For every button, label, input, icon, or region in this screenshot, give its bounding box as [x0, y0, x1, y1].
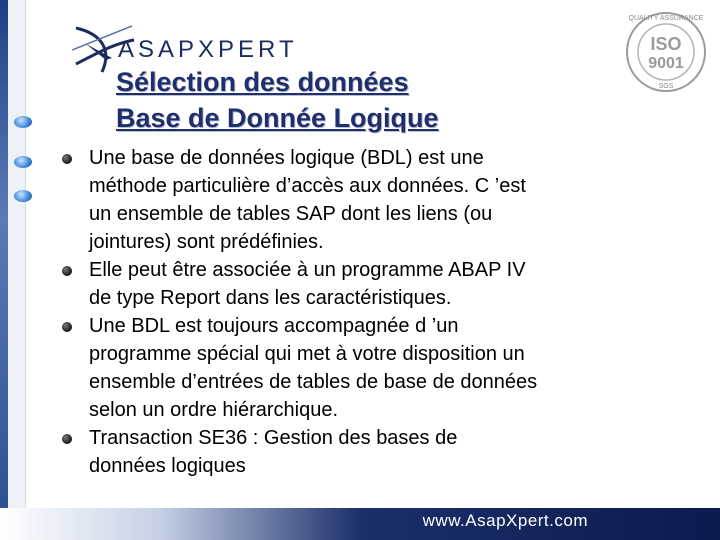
slide-title — [116, 64, 439, 136]
footer-url: www.AsapXpert.com — [422, 511, 588, 530]
bullet-list — [60, 144, 680, 480]
bullet-icon — [62, 322, 72, 332]
bullet-item — [60, 312, 680, 424]
logo-wordmark: ASAPXPERT — [118, 36, 298, 63]
decorative-dot-2 — [14, 156, 32, 168]
bullet-icon — [62, 154, 72, 164]
title-line-1: Sélection des données — [116, 67, 409, 97]
left-side-bar — [8, 0, 26, 540]
seal-number-text: 9001 — [648, 55, 684, 72]
decorative-dot-1 — [14, 116, 32, 128]
seal-bottom-text: SGS — [658, 83, 674, 90]
bullet-icon — [62, 434, 72, 444]
seal-iso-text: ISO — [650, 34, 682, 54]
bullet-text: Transaction SE36 : Gestion des bases de données logiques — [89, 427, 458, 477]
iso-seal-icon — [624, 10, 708, 94]
bullet-text: Une base de données logique (BDL) est une méthode particulière d’accès aux données. C ’est un ensemble de tables SAP dont les liens (ou jointures) sont prédéfinies. — [89, 147, 526, 253]
left-accent-band — [0, 0, 8, 540]
iso-9001-seal — [624, 10, 708, 94]
footer-bar — [0, 508, 720, 540]
bullet-text: Une BDL est toujours accompagnée d ’un programme spécial qui met à votre disposition un ensemble d’entrées de tables de base de données selon un ordre hiérarchique. — [89, 315, 538, 421]
seal-top-text: QUALITY ASSURANCE — [628, 15, 704, 22]
title-line-2: Base de Donnée Logique — [116, 103, 439, 133]
bullet-item — [60, 256, 680, 312]
bullet-text: Elle peut être associée à un programme ABAP IV de type Report dans les caractéristiques. — [89, 259, 526, 309]
bullet-item — [60, 144, 680, 256]
decorative-dot-3 — [14, 190, 32, 202]
bullet-item — [60, 424, 680, 480]
bullet-icon — [62, 266, 72, 276]
